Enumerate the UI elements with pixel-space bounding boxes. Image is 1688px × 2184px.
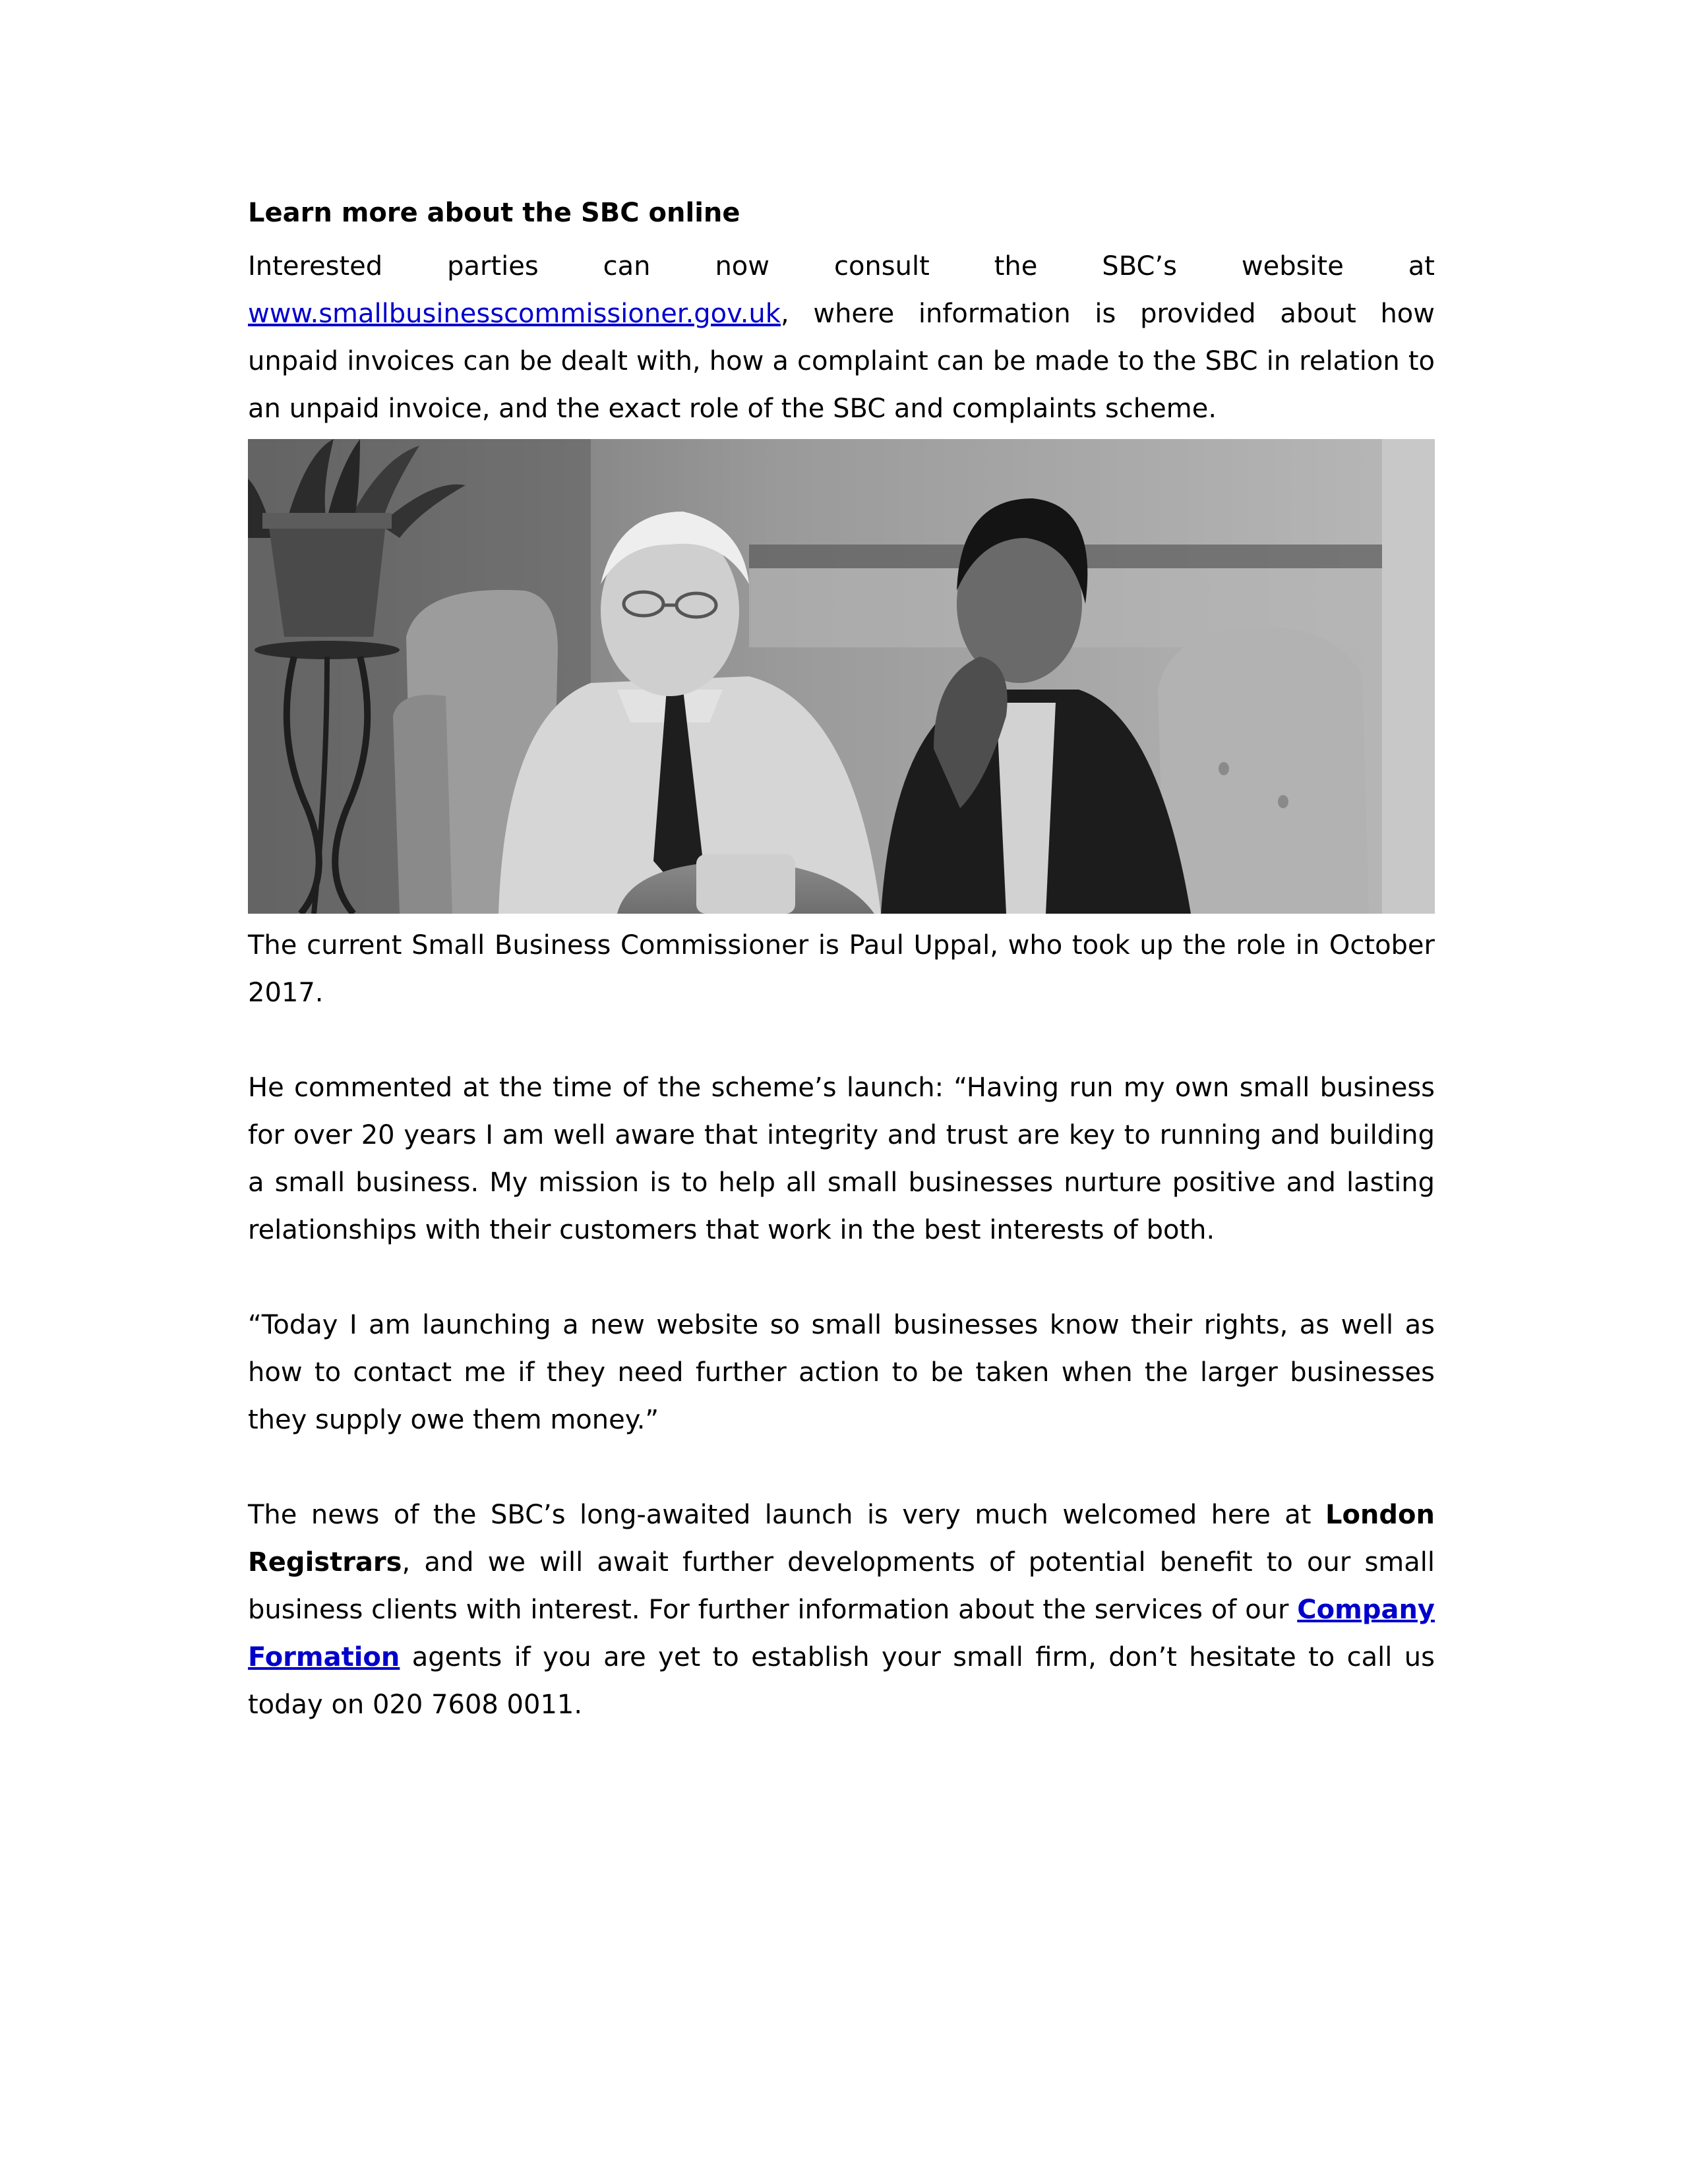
company-formation-link[interactable]: Company Formation [248,1595,1435,1672]
paragraph-closing [248,1491,1435,1728]
paragraph-commissioner: The current Small Business Commissioner is Paul Uppal, who took up the role in October 2017. [248,930,1435,1008]
company-name: London Registrars [248,1500,1435,1578]
sbc-website-link[interactable]: www.smallbusinesscommissioner.gov.uk [248,299,781,329]
paragraph-quote-two: “Today I am launching a new website so small businesses know their rights, as well as how to contact me if they need further action to be taken when the larger businesses they supply owe them money.” [248,1310,1435,1435]
paragraph-closing-b: , and we will await further developments of potential benefit to our small business clients with interest. For further information about the services of our [248,1547,1435,1625]
paragraph-closing-c: agents if you are yet to establish your small firm, don’t hesitate to call us today on 020 7608 0011. [248,1642,1435,1720]
section-heading: Learn more about the SBC online [248,198,740,228]
paragraph-spacer [248,1017,1435,1064]
document-body [248,194,1435,1728]
paragraph-quote-one: He commented at the time of the scheme’s launch: “Having run my own small business for over 20 years I am well aware that integrity and trust are key to running and building a small business. My mission is to help all small businesses nurture positive and lasting relationships with their customers that work in the best interests of both. [248,1073,1435,1245]
meeting-photo [248,439,1435,914]
paragraph-spacer [248,1254,1435,1301]
paragraph-website-rest: , where information is provided about how unpaid invoices can be dealt with, how a complaint can be made to the SBC in relation to an unpaid invoice, and the exact role of the SBC and complaints scheme. [248,299,1435,424]
paragraph-website [248,243,1435,432]
paragraph-spacer [248,1444,1435,1491]
paragraph-website-lead: Interested parties can now consult the SBC’s website at [248,251,1435,281]
paragraph-closing-a: The news of the SBC’s long-awaited launch is very much welcomed here at [248,1500,1311,1530]
